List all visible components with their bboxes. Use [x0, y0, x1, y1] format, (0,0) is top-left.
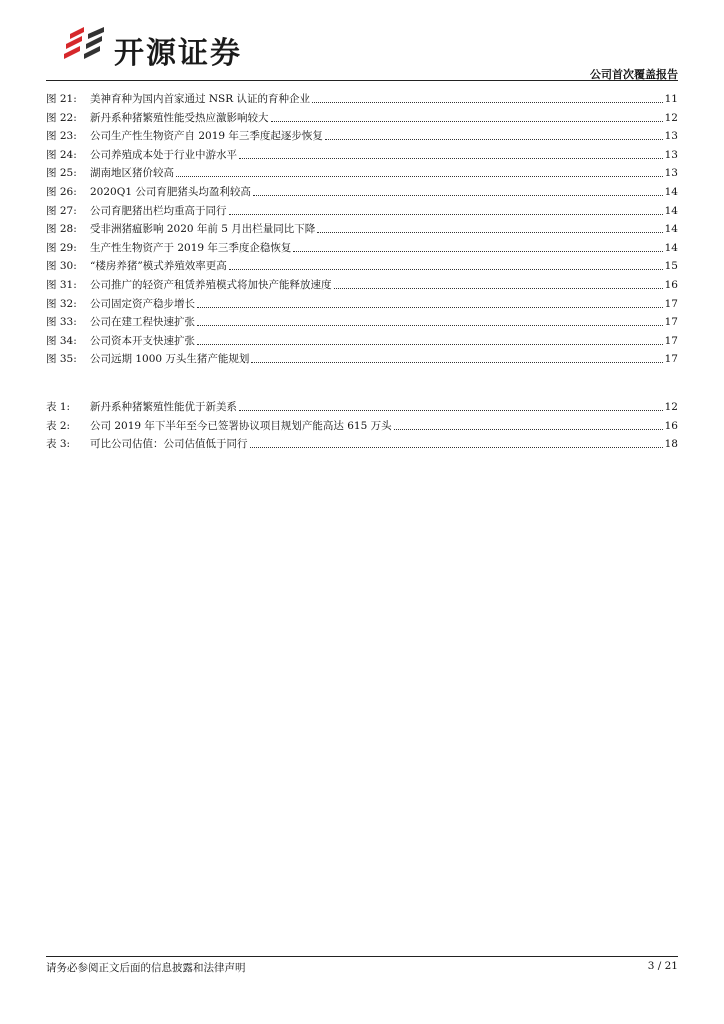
- leader-dots: [251, 362, 662, 363]
- entry-title: 公司养殖成本处于行业中游水平: [90, 148, 237, 161]
- leader-dots: [197, 344, 663, 345]
- leader-dots: [334, 288, 663, 289]
- toc-entry[interactable]: [46, 396, 678, 414]
- toc-entry[interactable]: [46, 218, 678, 236]
- entry-label: 图 30:: [46, 260, 77, 273]
- entry-title: 公司育肥猪出栏均重高于同行: [90, 204, 227, 217]
- leader-dots: [229, 214, 663, 215]
- toc-entry[interactable]: [46, 200, 678, 218]
- leader-dots: [250, 447, 663, 448]
- entry-label: 图 29:: [46, 241, 77, 254]
- entry-label: 表 1:: [46, 401, 71, 413]
- kaiyuan-logo-icon: [60, 24, 108, 66]
- toc-entry[interactable]: [46, 330, 678, 348]
- page-number: 3 / 21: [647, 960, 678, 972]
- entry-title: 公司推广的轻资产租赁养殖模式将加快产能释放速度: [90, 279, 332, 291]
- entry-title: 受非洲猪瘟影响 2020 年前 5 月出栏量同比下降: [90, 223, 316, 236]
- brand-name: 开源证券: [114, 36, 242, 71]
- entry-label: 图 32:: [46, 297, 77, 310]
- entry-label: 图 21:: [46, 93, 77, 105]
- entry-label: 图 23:: [46, 130, 77, 143]
- entry-label: 表 3:: [46, 438, 71, 451]
- entry-title: 2020Q1 公司育肥猪头均盈利较高: [90, 186, 251, 198]
- leader-dots: [317, 232, 662, 233]
- entry-page: 14: [664, 186, 678, 198]
- entry-label: 图 24:: [46, 148, 77, 161]
- entry-page: 16: [664, 419, 678, 432]
- toc-entry[interactable]: [46, 162, 678, 180]
- entry-label: 图 35:: [46, 353, 77, 366]
- entry-page: 17: [664, 334, 678, 347]
- leader-dots: [325, 139, 663, 140]
- footer-divider: [46, 956, 678, 957]
- report-type: 公司首次覆盖报告: [590, 68, 678, 81]
- entry-page: 14: [664, 241, 678, 254]
- toc-entry[interactable]: [46, 433, 678, 451]
- entry-label: 图 26:: [46, 186, 77, 198]
- leader-dots: [253, 195, 663, 196]
- entry-label: 表 2:: [46, 419, 71, 432]
- entry-page: 17: [664, 297, 678, 310]
- leader-dots: [239, 158, 663, 159]
- entry-title: 新丹系种猪繁殖性能受热应激影响较大: [90, 111, 269, 124]
- entry-label: 图 22:: [46, 111, 77, 124]
- entry-page: 13: [664, 130, 678, 143]
- leader-dots: [239, 410, 663, 411]
- entry-title: 公司资本开支快速扩张: [90, 334, 195, 347]
- entry-title: 公司 2019 年下半年至今已签署协议项目规划产能高达 615 万头: [90, 419, 392, 432]
- toc-entry[interactable]: [46, 311, 678, 329]
- entry-label: 图 34:: [46, 334, 77, 347]
- entry-title: 公司固定资产稳步增长: [90, 297, 195, 310]
- entry-title: 公司远期 1000 万头生猪产能规划: [90, 353, 250, 366]
- toc-entry[interactable]: [46, 255, 678, 273]
- toc-entry[interactable]: [46, 348, 678, 366]
- entry-page: 12: [664, 401, 678, 413]
- leader-dots: [197, 325, 663, 326]
- entry-title: 新丹系种猪繁殖性能优于新美系: [90, 401, 237, 413]
- leader-dots: [197, 307, 663, 308]
- entry-title: “楼房养猪”模式养殖效率更高: [90, 260, 227, 273]
- toc-entry[interactable]: [46, 415, 678, 433]
- entry-label: 图 27:: [46, 204, 77, 217]
- leader-dots: [176, 176, 663, 177]
- leader-dots: [229, 269, 663, 270]
- entry-page: 12: [664, 111, 678, 124]
- leader-dots: [394, 429, 663, 430]
- entry-page: 14: [664, 204, 678, 217]
- entry-title: 可比公司估值：公司估值低于同行: [90, 438, 248, 451]
- footer-disclaimer: 请务必参阅正文后面的信息披露和法律声明: [46, 962, 246, 974]
- leader-dots: [312, 102, 663, 103]
- entry-page: 13: [664, 167, 678, 180]
- entry-label: 图 28:: [46, 223, 77, 236]
- header-divider: [46, 80, 678, 81]
- entry-page: 17: [664, 316, 678, 329]
- toc-entry[interactable]: [46, 107, 678, 125]
- toc-entry[interactable]: [46, 237, 678, 255]
- entry-page: 11: [664, 93, 678, 105]
- toc-entry[interactable]: [46, 293, 678, 311]
- leader-dots: [293, 251, 662, 252]
- toc-entry[interactable]: [46, 88, 678, 106]
- toc-entry[interactable]: [46, 125, 678, 143]
- entry-title: 公司在建工程快速扩张: [90, 316, 195, 329]
- page-header: [46, 18, 678, 80]
- entry-label: 图 33:: [46, 316, 77, 329]
- toc-entry[interactable]: [46, 144, 678, 162]
- toc-entry[interactable]: [46, 274, 678, 292]
- toc-entry[interactable]: [46, 181, 678, 199]
- entry-title: 湖南地区猪价较高: [90, 167, 174, 180]
- entry-title: 公司生产性生物资产自 2019 年三季度起逐步恢复: [90, 130, 323, 143]
- entry-page: 13: [664, 148, 678, 161]
- entry-page: 16: [664, 279, 678, 291]
- leader-dots: [271, 121, 663, 122]
- entry-title: 美神育种为国内首家通过 NSR 认证的育种企业: [90, 93, 310, 105]
- entry-page: 18: [664, 438, 678, 451]
- entry-label: 图 25:: [46, 167, 77, 180]
- entry-page: 15: [664, 260, 678, 273]
- entry-page: 17: [664, 353, 678, 366]
- entry-page: 14: [664, 223, 678, 236]
- entry-label: 图 31:: [46, 279, 77, 291]
- entry-title: 生产性生物资产于 2019 年三季度企稳恢复: [90, 241, 292, 254]
